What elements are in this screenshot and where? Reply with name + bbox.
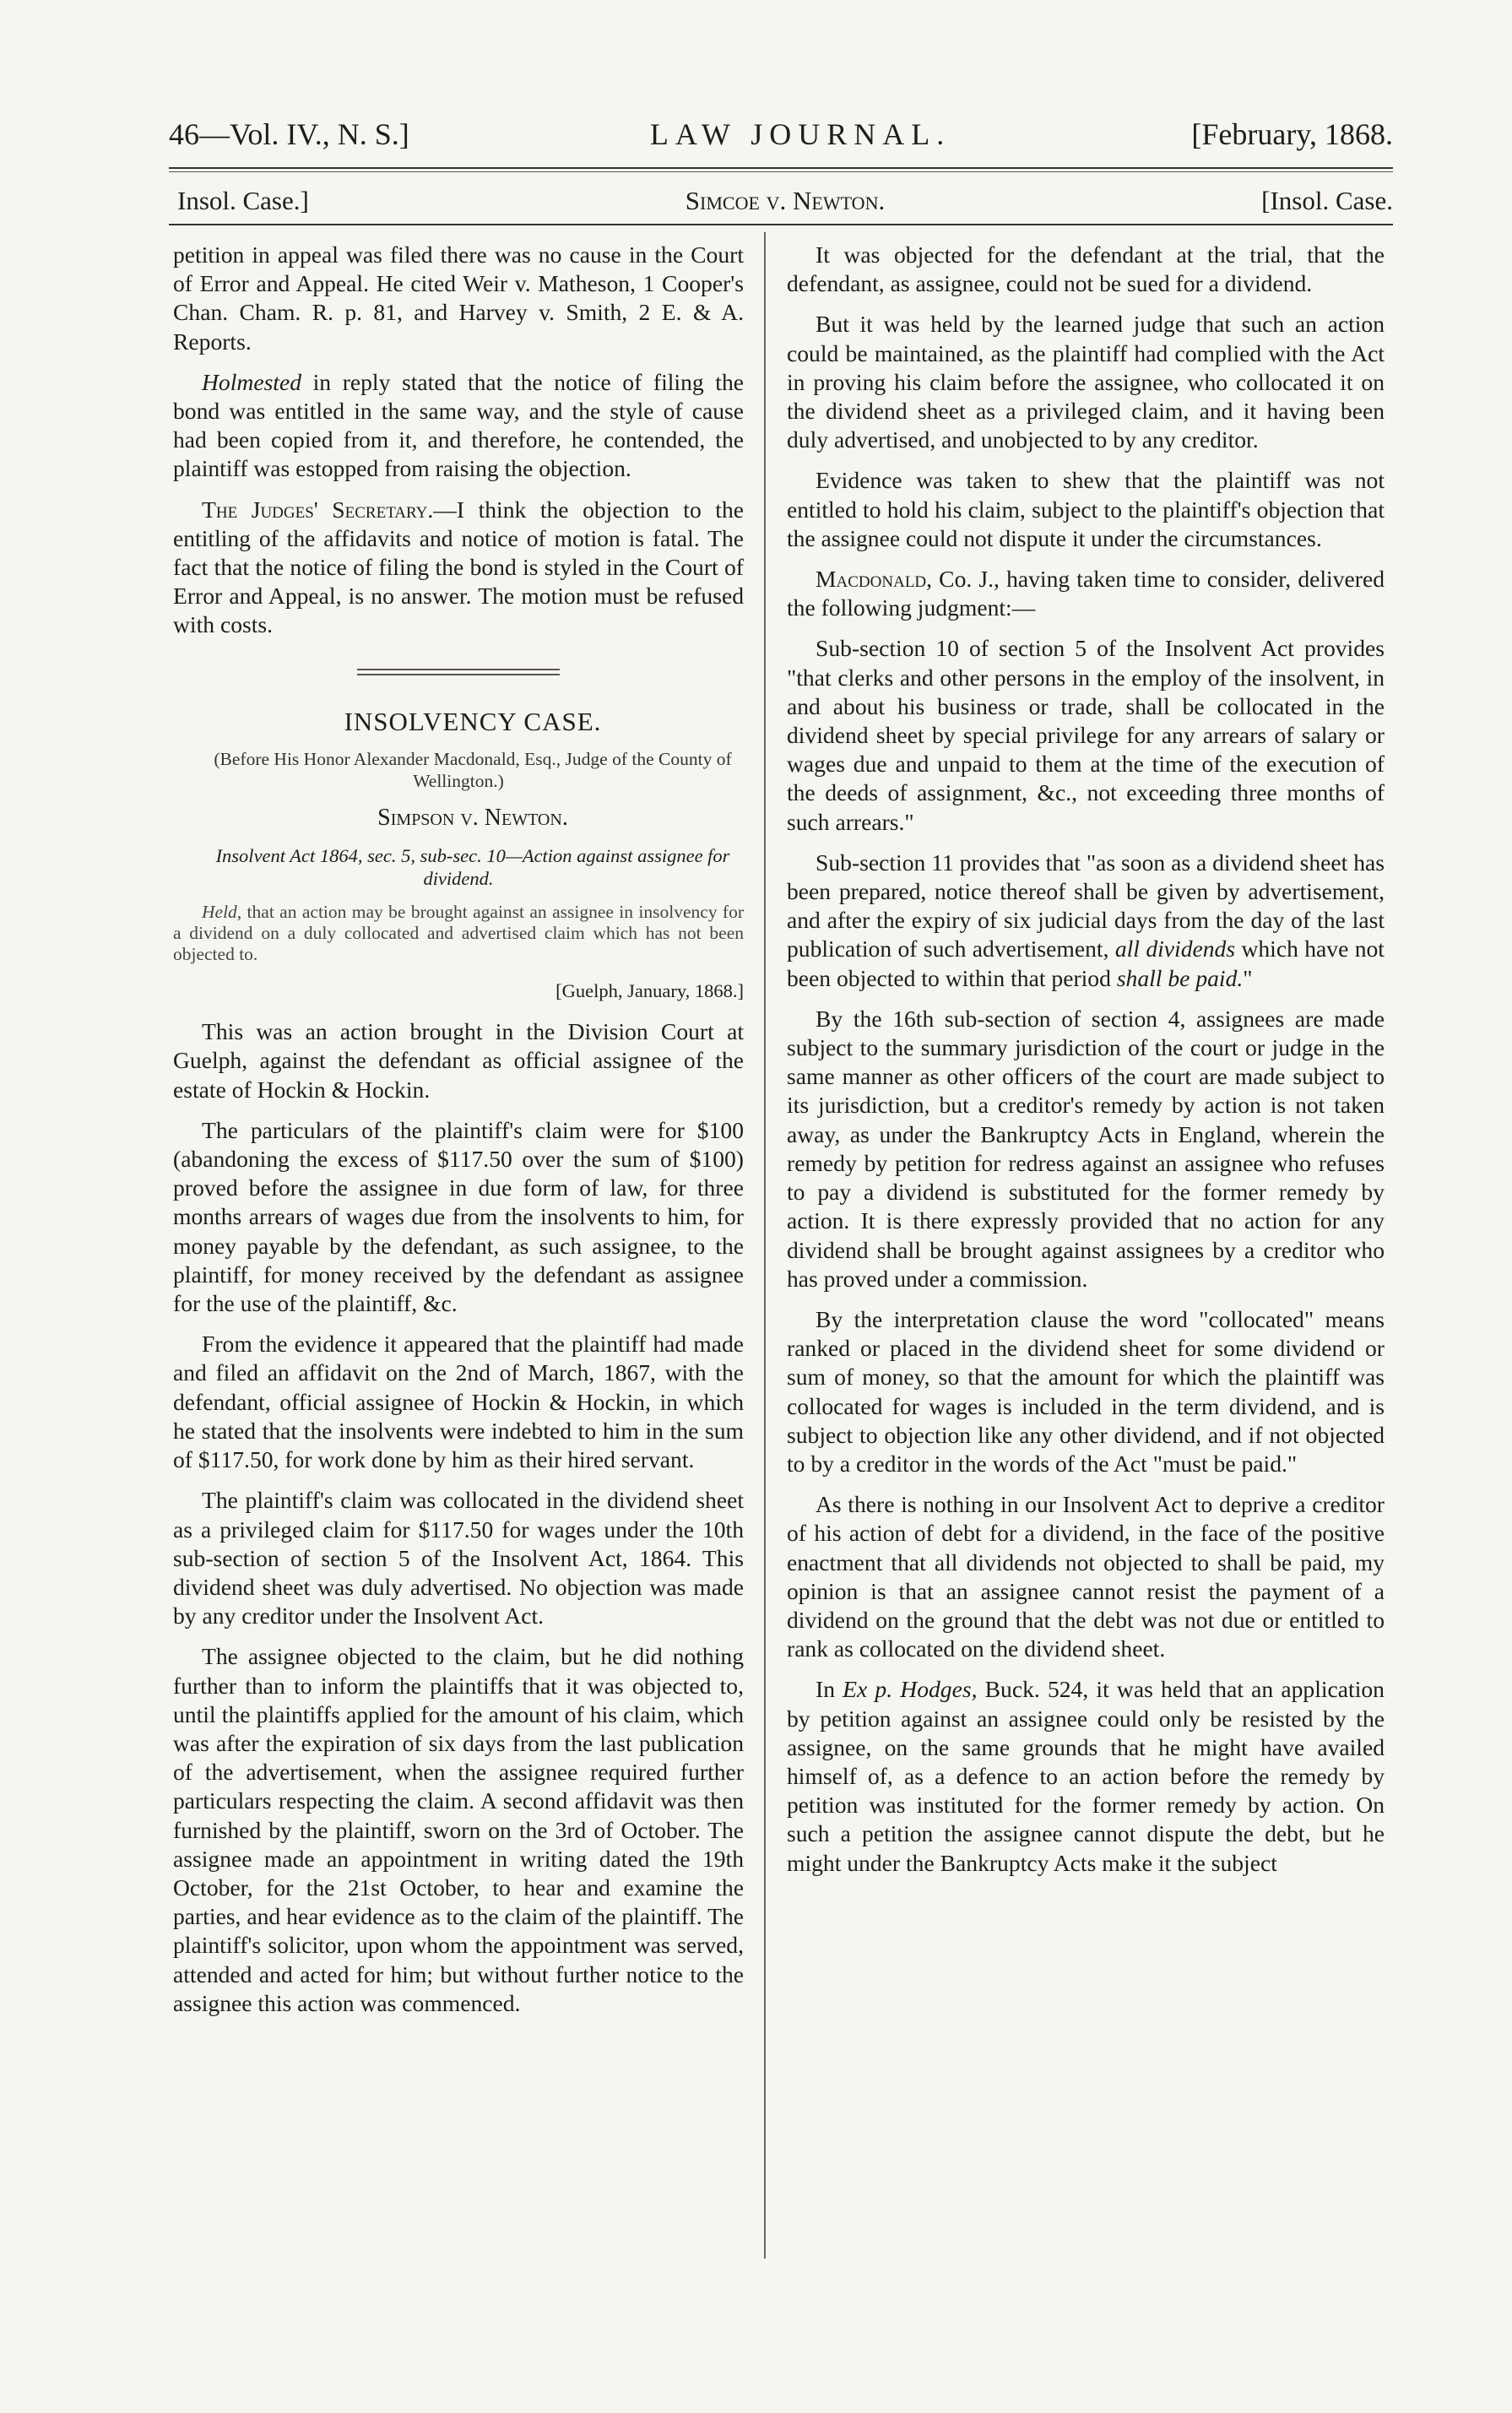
right-paragraph-3: Evidence was taken to shew that the plaintiff was not entitled to hold his claim, subject to the plaintiff's objection that the assignee could not dispute it under the circumstances. xyxy=(787,467,1385,551)
speaker-name: The Judges' Secretary. xyxy=(202,496,434,523)
section-rule xyxy=(357,669,560,670)
right-column xyxy=(787,241,1385,1890)
header-journal-title: LAW JOURNAL. xyxy=(649,117,951,151)
p6-emphasis-2: shall be paid. xyxy=(1116,964,1244,991)
left-paragraph-2 xyxy=(173,368,744,484)
header-rule-thin xyxy=(169,171,1393,172)
p10-case-cite: Ex p. Hodges, xyxy=(843,1676,978,1703)
left-paragraph-1: petition in appeal was filed there was no cause in the Court of Error and Appeal. He cited Weir v. Matheson, 1 Cooper's Chan. Cham. R. p. 81, and Harvey v. Smith, 2 E. & A. Reports. xyxy=(173,241,744,355)
right-paragraph-7: By the 16th sub-section of section 4, assignees are made subject to the summary jurisdiction of the court or judge in the same manner as other officers of the court are made subject to its jurisdiction, but a creditor's remedy by action is not taken away, as under the Bankruptcy Acts in England, wherein the remedy by petition for redress against an assignee who refuses to pay a dividend is substituted for the former remedy by action. It is there expressly provided that no action for any dividend shall be brought against assignees by a creditor who has proved under a commission. xyxy=(787,1005,1385,1292)
held-headnote xyxy=(173,902,744,965)
subheader-case-name: Simcoe v. Newton. xyxy=(685,186,886,215)
right-paragraph-10 xyxy=(787,1675,1385,1877)
right-paragraph-9: As there is nothing in our Insolvent Act to deprive a creditor of his action of debt for a dividend, in the face of the positive enactment that all dividends not objected to shall be paid, my opinion is that an assignee cannot resist the payment of a dividend on the ground that the debt was not due or entitled to rank as collocated on the dividend sheet. xyxy=(787,1491,1385,1662)
running-header xyxy=(169,117,1393,152)
right-paragraph-5: Sub-section 10 of section 5 of the Insolvent Act provides "that clerks and other persons in the employ of the insolvent, in and about his business or trade, shall be collocated in the dividend sheet by special privilege for any arrears of salary or wages due and unpaid to them at the time of the execution of the deeds of assignment, &c., not exceeding three months of such arrears." xyxy=(787,635,1385,835)
left-paragraph-3-text: —I think the objection to the entitling of the affidavits and notice of motion is fatal. The fact that the notice of filing the bond is styled in the Court of Error and Appeal, is no answer. The motion must be refused with costs. xyxy=(173,496,744,638)
counsel-name: Holmested xyxy=(202,368,302,395)
right-paragraph-8: By the interpretation clause the word "collocated" means ranked or placed in the dividend sheet for some dividend or sum of money, so that the amount for which the plaintiff was collocated for wages is included in the term dividend, and is subject to objection like any other dividend, and if not objected to by a creditor in the words of the Act "must be paid." xyxy=(787,1305,1385,1477)
subheader-left: Insol. Case.] xyxy=(177,186,309,215)
left-paragraph-5: The particulars of the plaintiff's claim were for $100 (abandoning the excess of $117.50 over the sum of $100) proved before the assignee in due form of law, for three months arrears of wages due from the insolvents to him, for money payable by the defendant, as such assignee, to the plaintiff, for money received by the defendant as assignee for the use of the plaintiff, &c. xyxy=(173,1116,744,1317)
column-divider xyxy=(764,232,766,2258)
header-volume: 46—Vol. IV., N. S.] xyxy=(169,117,409,151)
statute-reference: Insolvent Act 1864, sec. 5, sub-sec. 10—Action against assignee for dividend. xyxy=(215,845,730,890)
case-parties: Simpson v. Newton. xyxy=(377,804,568,831)
right-paragraph-2: But it was held by the learned judge that such an action could be maintained, as the plaintiff had complied with the Act in proving his claim before the assignee, who collocated it on the dividend sheet as a privileged claim, and it having been duly advertised, and unobjected to by any creditor. xyxy=(787,311,1385,453)
header-rule xyxy=(169,167,1393,169)
left-paragraph-7: The plaintiff's claim was collocated in the dividend sheet as a privileged claim for $117.50 for wages under the 10th sub-section of section 5 of the Insolvent Act, 1864. This dividend sheet was duly advertised. No objection was made by any creditor under the Insolvent Act. xyxy=(173,1487,744,1629)
p6-emphasis-1: all dividends xyxy=(1114,935,1236,962)
before-judge: (Before His Honor Alexander Macdonald, Esq., Judge of the County of Wellington.) xyxy=(214,748,732,791)
held-text: that an action may be brought against an assignee in insolvency for a dividend on a duly collocated and advertised claim which has not been objected to. xyxy=(173,902,744,965)
right-paragraph-4-text: Co. J., having taken time to consider, delivered the following judgment:— xyxy=(787,566,1385,621)
left-paragraph-6: From the evidence it appeared that the plaintiff had made and filed an affidavit on the 2nd of March, 1867, with the defendant, official assignee of Hockin & Hockin, in which he stated that the insolvents were indebted to him in the sum of $117.50, for work done by him as their hired servant. xyxy=(173,1331,744,1473)
left-paragraph-2-text: in reply stated that the notice of filing the bond was entitled in the same way, and the style of cause had been copied from it, and therefore, he contended, the plaintiff was estopped from raising the objection. xyxy=(173,368,744,482)
right-paragraph-1: It was objected for the defendant at the trial, that the defendant, as assignee, could not be sued for a dividend. xyxy=(787,241,1385,297)
right-paragraph-4 xyxy=(787,565,1385,622)
held-label: Held, xyxy=(202,902,242,923)
subheader-rule xyxy=(169,224,1393,225)
p10-part-c: Buck. 524, it was held that an application by petition against an assignee could only be resisted by the assignee, on the same grounds that he might have availed himself of, as a defence to an action before the remedy by petition was instituted for the former remedy by action. On such a petition the assignee cannot dispute the debt, but he might under the Bankruptcy Acts make it the subject xyxy=(787,1676,1385,1876)
left-paragraph-4: This was an action brought in the Division Court at Guelph, against the defendant as official assignee of the estate of Hockin & Hockin. xyxy=(173,1018,744,1103)
case-dateline: [Guelph, January, 1868.] xyxy=(555,980,744,1002)
p10-part-a: In xyxy=(816,1676,843,1703)
left-paragraph-3 xyxy=(173,496,744,640)
section-rule-2 xyxy=(357,674,560,675)
left-column xyxy=(173,241,744,2030)
right-paragraph-6 xyxy=(787,849,1385,993)
subheader-right: [Insol. Case. xyxy=(1261,186,1393,215)
p6-part-e: " xyxy=(1243,964,1253,991)
left-paragraph-8: The assignee objected to the claim, but he did nothing further than to inform the plaintiffs that it was objected to, until the plaintiffs applied for the amount of his claim, which was after the expiration of six days from the last publication of the advertisement, when the assignee required further particulars respecting the claim. A second affidavit was then furnished by the plaintiff, sworn on the 3rd of October. The assignee made an appointment in writing dated the 19th October, for the 21st October, to hear and examine the parties, and hear evidence as to the claim of the plaintiff. The plaintiff's solicitor, upon whom the appointment was served, attended and acted for him; but without further notice to the assignee this action was commenced. xyxy=(173,1643,744,2016)
header-date: [February, 1868. xyxy=(1191,117,1393,151)
case-heading: INSOLVENCY CASE. xyxy=(344,706,602,736)
p6-part-a: Sub-section 11 provides that "as soon as a dividend sheet has been prepared, notice thereof shall be given by advertisement, and after the expiry of six judicial days from the day of the last publication of such advertisement, xyxy=(787,849,1385,962)
p6-part-c: which have not been objected to within that period xyxy=(787,935,1385,991)
judge-name: Macdonald, xyxy=(816,566,933,593)
case-subheader xyxy=(177,186,1393,216)
